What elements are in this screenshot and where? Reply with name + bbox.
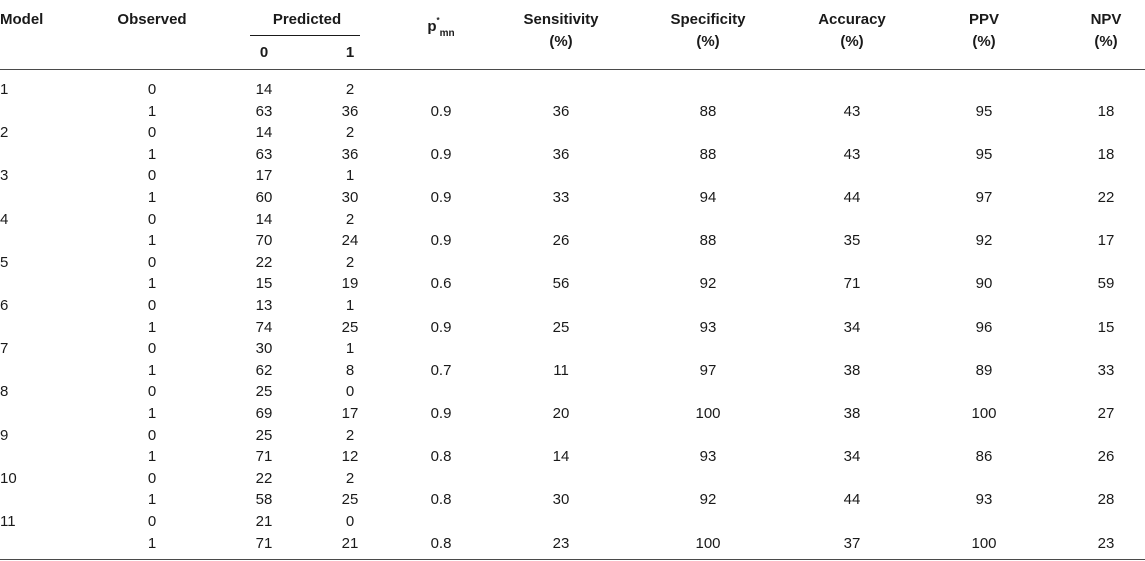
ppv-value: 90 [975,275,993,293]
specificity-value: 88 [699,145,717,163]
observed-value: 0 [147,426,157,444]
observed-value: 0 [147,340,157,358]
observed-value: 0 [147,469,157,487]
ppv-value: 97 [975,189,993,206]
observed-value: 0 [147,513,157,530]
sensitivity-value: 36 [552,145,570,163]
observed-value: 1 [147,275,157,293]
sensitivity-value: 14 [552,448,570,466]
model-number: 11 [0,513,16,530]
npv-value: 59 [1097,275,1115,293]
pmn-value: 0.7 [430,361,452,379]
predicted-0-count: 70 [255,232,273,250]
observed-value: 1 [147,102,157,120]
model-number: 2 [0,124,9,142]
observed-value: 0 [147,253,157,271]
specificity-value: 97 [699,361,717,379]
predicted-0-count: 74 [255,318,273,336]
specificity-value: 100 [695,534,721,552]
predicted-0-count: 25 [255,383,273,401]
accuracy-value: 43 [843,145,861,163]
ppv-value: 92 [975,232,993,250]
sensitivity-value: 25 [552,318,570,336]
predicted-1-count: 30 [341,189,359,206]
accuracy-value: 34 [843,318,861,336]
sensitivity-value: 26 [552,232,570,250]
accuracy-header: Accuracy (%) [818,11,886,50]
model-number: 3 [0,167,9,185]
pmn-value: 0.9 [430,318,452,336]
predicted-0-count: 58 [255,491,273,509]
predicted-0-count: 22 [255,469,273,487]
predicted-1-count: 8 [345,361,355,379]
ppv-value: 100 [971,534,997,552]
pmn-value: 0.9 [430,405,452,422]
model-number: 6 [0,297,9,314]
header-rule [0,69,1145,70]
specificity-header: Specificity (%) [670,11,746,50]
predicted-0-header: 0 [259,44,269,61]
observed-value: 0 [147,124,157,142]
ppv-header: PPV (%) [968,11,1000,50]
pmn-value: 0.6 [430,275,452,293]
specificity-value: 94 [699,189,717,206]
ppv-value: 95 [975,145,993,163]
npv-header: NPV (%) [1090,11,1122,50]
accuracy-value: 35 [843,232,861,250]
model-number: 1 [0,81,9,98]
predicted-1-count: 0 [345,513,355,530]
observed-value: 0 [147,383,157,401]
observed-value: 1 [147,491,157,509]
predicted-1-header: 1 [345,44,355,61]
sensitivity-value: 23 [552,534,570,552]
observed-value: 1 [147,448,157,466]
model-number: 4 [0,210,9,228]
predicted-0-count: 13 [255,297,273,314]
predicted-1-count: 2 [345,469,355,487]
sensitivity-value: 56 [552,275,570,293]
predicted-0-count: 15 [255,275,273,293]
observed-value: 1 [147,145,157,163]
sensitivity-value: 11 [553,361,569,379]
pmn-header: $p^*_{mn}$ [427,16,455,39]
npv-value: 27 [1097,405,1115,422]
observed-value: 1 [147,232,157,250]
predicted-1-count: 25 [341,491,359,509]
predicted-0-count: 63 [255,102,273,120]
predicted-1-count: 24 [341,232,359,250]
predicted-1-count: 25 [341,318,359,336]
accuracy-value: 44 [843,491,861,509]
accuracy-value: 43 [843,102,861,120]
pmn-value: 0.8 [430,491,452,509]
predicted-1-count: 2 [345,124,355,142]
predicted-1-count: 19 [341,275,359,293]
bottom-rule [0,559,1145,560]
specificity-value: 93 [699,318,717,336]
predicted-1-count: 36 [341,145,359,163]
predicted-0-count: 14 [255,210,273,228]
npv-value: 33 [1097,361,1115,379]
observed-value: 1 [147,318,157,336]
model-header: Model [0,11,44,28]
predicted-1-count: 2 [345,426,355,444]
pmn-value: 0.9 [430,145,452,163]
ppv-value: 96 [975,318,993,336]
model-number: 8 [0,383,9,401]
model-number: 5 [0,253,9,271]
predicted-1-count: 12 [341,448,359,466]
sensitivity-value: 30 [552,491,570,509]
observed-header: Observed [117,11,187,28]
predicted-1-count: 2 [345,253,355,271]
observed-value: 1 [147,534,157,552]
pmn-value: 0.9 [430,232,452,250]
predicted-0-count: 63 [255,145,273,163]
pmn-value: 0.9 [430,102,452,120]
predicted-0-count: 30 [255,340,273,358]
predicted-1-count: 1 [345,340,355,358]
model-number: 9 [0,426,9,444]
observed-value: 1 [147,189,157,206]
pmn-value: 0.9 [430,189,452,206]
model-number: 10 [0,469,17,487]
predicted-1-count: 2 [345,210,355,228]
npv-value: 15 [1097,318,1115,336]
observed-value: 0 [147,167,157,185]
ppv-value: 95 [975,102,993,120]
predicted-underline [250,35,360,36]
accuracy-value: 37 [843,534,861,552]
predicted-0-count: 62 [255,361,273,379]
npv-value: 26 [1097,448,1115,466]
observed-value: 0 [147,297,157,314]
predicted-0-count: 69 [255,405,273,422]
accuracy-value: 34 [843,448,861,466]
specificity-value: 92 [699,491,717,509]
sensitivity-value: 36 [552,102,570,120]
predicted-1-count: 17 [341,405,359,422]
predicted-1-count: 21 [341,534,359,552]
accuracy-value: 38 [843,361,861,379]
observed-value: 1 [147,361,157,379]
ppv-value: 100 [971,405,997,422]
predicted-1-count: 0 [345,383,355,401]
ppv-value: 93 [975,491,993,509]
predicted-0-count: 21 [255,513,273,530]
specificity-value: 88 [699,102,717,120]
predicted-1-count: 36 [341,102,359,120]
predicted-0-count: 14 [255,81,273,98]
predicted-1-count: 1 [345,167,355,185]
observed-value: 1 [147,405,157,422]
predicted-1-count: 1 [345,297,355,314]
npv-value: 18 [1097,102,1115,120]
accuracy-value: 38 [843,405,861,422]
predicted-0-count: 17 [255,167,273,185]
pmn-value: 0.8 [430,448,452,466]
ppv-value: 89 [975,361,993,379]
accuracy-value: 71 [843,275,861,293]
predicted-header: Predicted [272,11,342,28]
sensitivity-value: 33 [552,189,570,206]
model-number: 7 [0,340,9,358]
npv-value: 22 [1097,189,1115,206]
predicted-0-count: 60 [255,189,273,206]
specificity-value: 92 [699,275,717,293]
npv-value: 28 [1097,491,1115,509]
npv-value: 17 [1097,232,1115,250]
pmn-value: 0.8 [430,534,452,552]
sensitivity-value: 20 [552,405,570,422]
npv-value: 23 [1097,534,1115,552]
predicted-0-count: 25 [255,426,273,444]
specificity-value: 100 [695,405,721,422]
predicted-0-count: 71 [255,534,273,552]
specificity-value: 93 [699,448,717,466]
predicted-1-count: 2 [345,81,355,98]
predicted-0-count: 22 [255,253,273,271]
specificity-value: 88 [699,232,717,250]
predicted-0-count: 71 [255,448,273,466]
observed-value: 0 [147,81,157,98]
observed-value: 0 [147,210,157,228]
sensitivity-header: Sensitivity (%) [523,11,599,50]
npv-value: 18 [1097,145,1115,163]
predicted-0-count: 14 [255,124,273,142]
ppv-value: 86 [975,448,993,466]
accuracy-value: 44 [843,189,861,206]
